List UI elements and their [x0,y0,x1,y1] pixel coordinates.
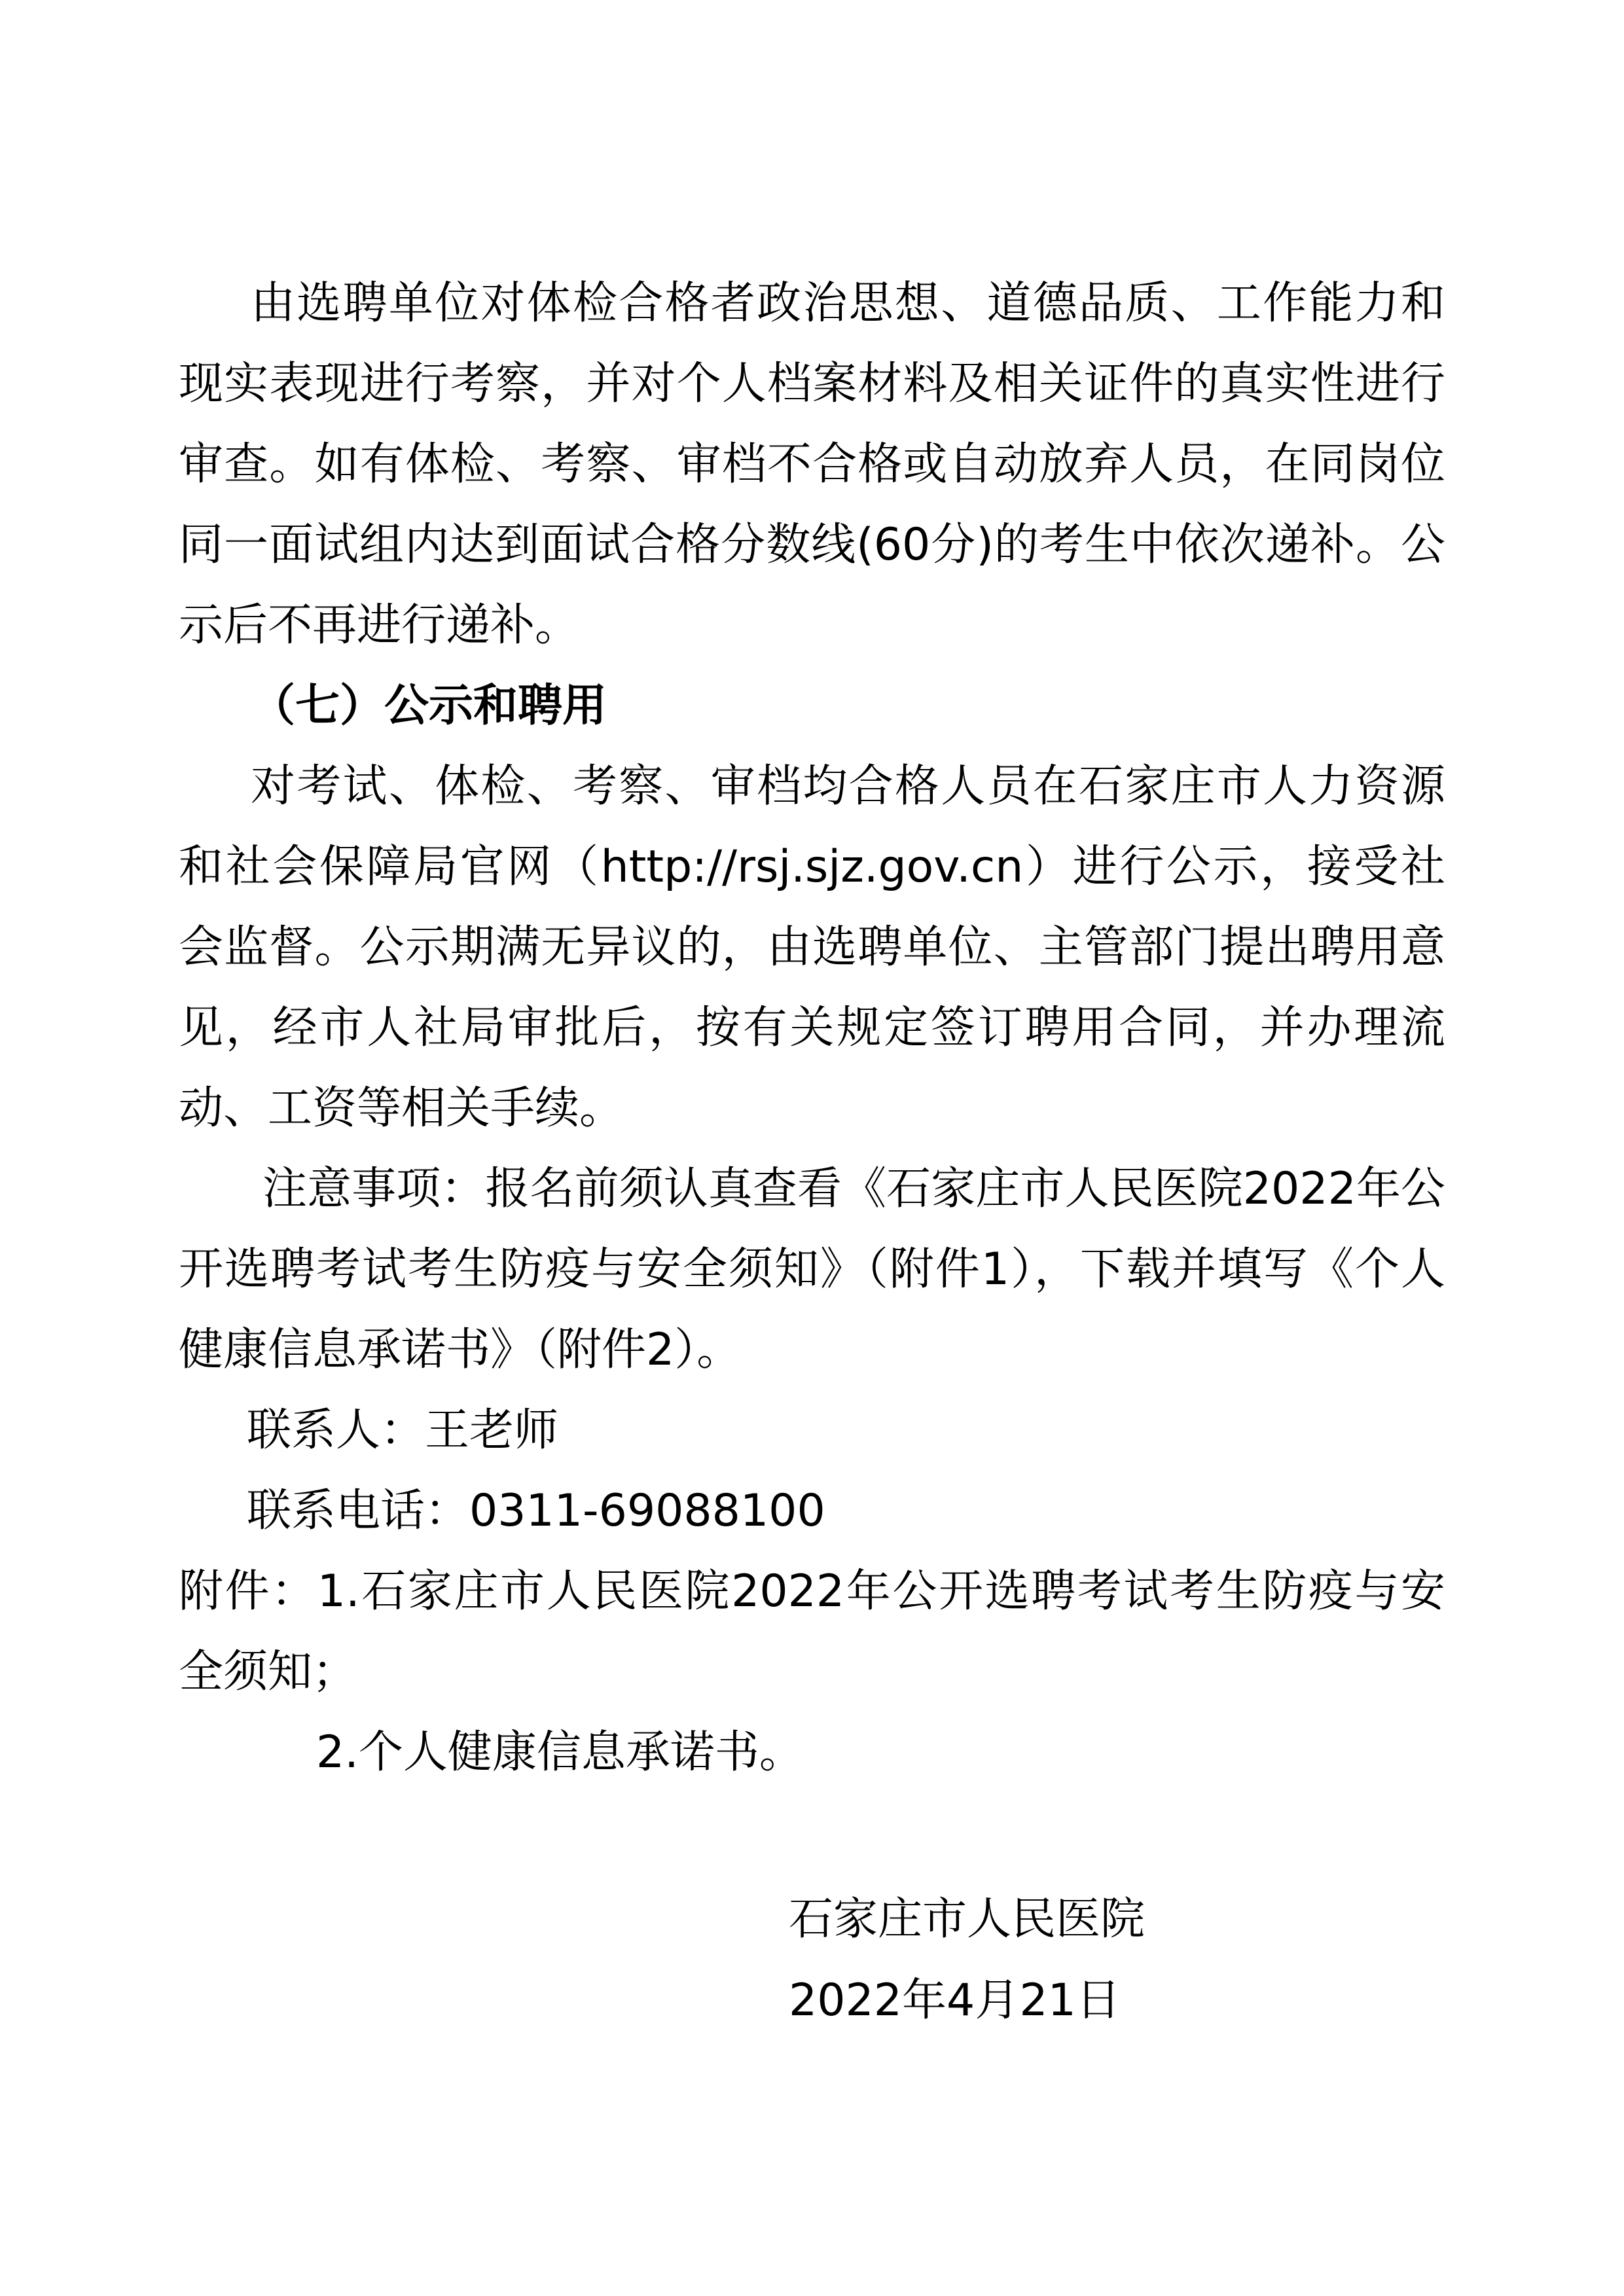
paragraph-inspection: 由选聘单位对体检合格者政治思想、道德品质、工作能力和现实表现进行考察，并对个人档案材料及相关证件的真实性进行审查。如有体检、考察、审档不合格或自动放弃人员，在同岗位同一面试组内达到面试合格分数线(60分)的考生中依次递补。公示后不再进行递补。 [179,278,1445,651]
paragraph-publicity: 对考试、体检、考察、审档均合格人员在石家庄市人力资源和社会保障局官网（http://rsj.sjz.gov.cn）进行公示，接受社会监督。公示期满无异议的，由选聘单位、主管部门提出聘用意见，经市人社局审批后，按有关规定签订聘用合同，并办理流动、工资等相关手续。 [179,761,1445,1134]
document-body [179,263,1445,1793]
signature-organization: 石家庄市人民医院 [789,1893,1146,1945]
signature-date: 2022年4月21日 [789,1975,1121,2026]
attachment-1: 附件：1.石家庄市人民医院2022年公开选聘考试考生防疫与安全须知； [179,1566,1445,1698]
section-heading-publicity: （七）公示和聘用 [251,680,607,732]
paragraph-notice: 注意事项：报名前须认真查看《石家庄市人民医院2022年公开选聘考试考生防疫与安全须知》（附件1），下载并填写《个人健康信息承诺书》（附件2）。 [179,1163,1445,1376]
contact-phone: 联系电话：0311-69088100 [247,1485,825,1537]
contact-person: 联系人：王老师 [247,1405,559,1456]
attachment-2: 2.个人健康信息承诺书。 [316,1727,804,1778]
